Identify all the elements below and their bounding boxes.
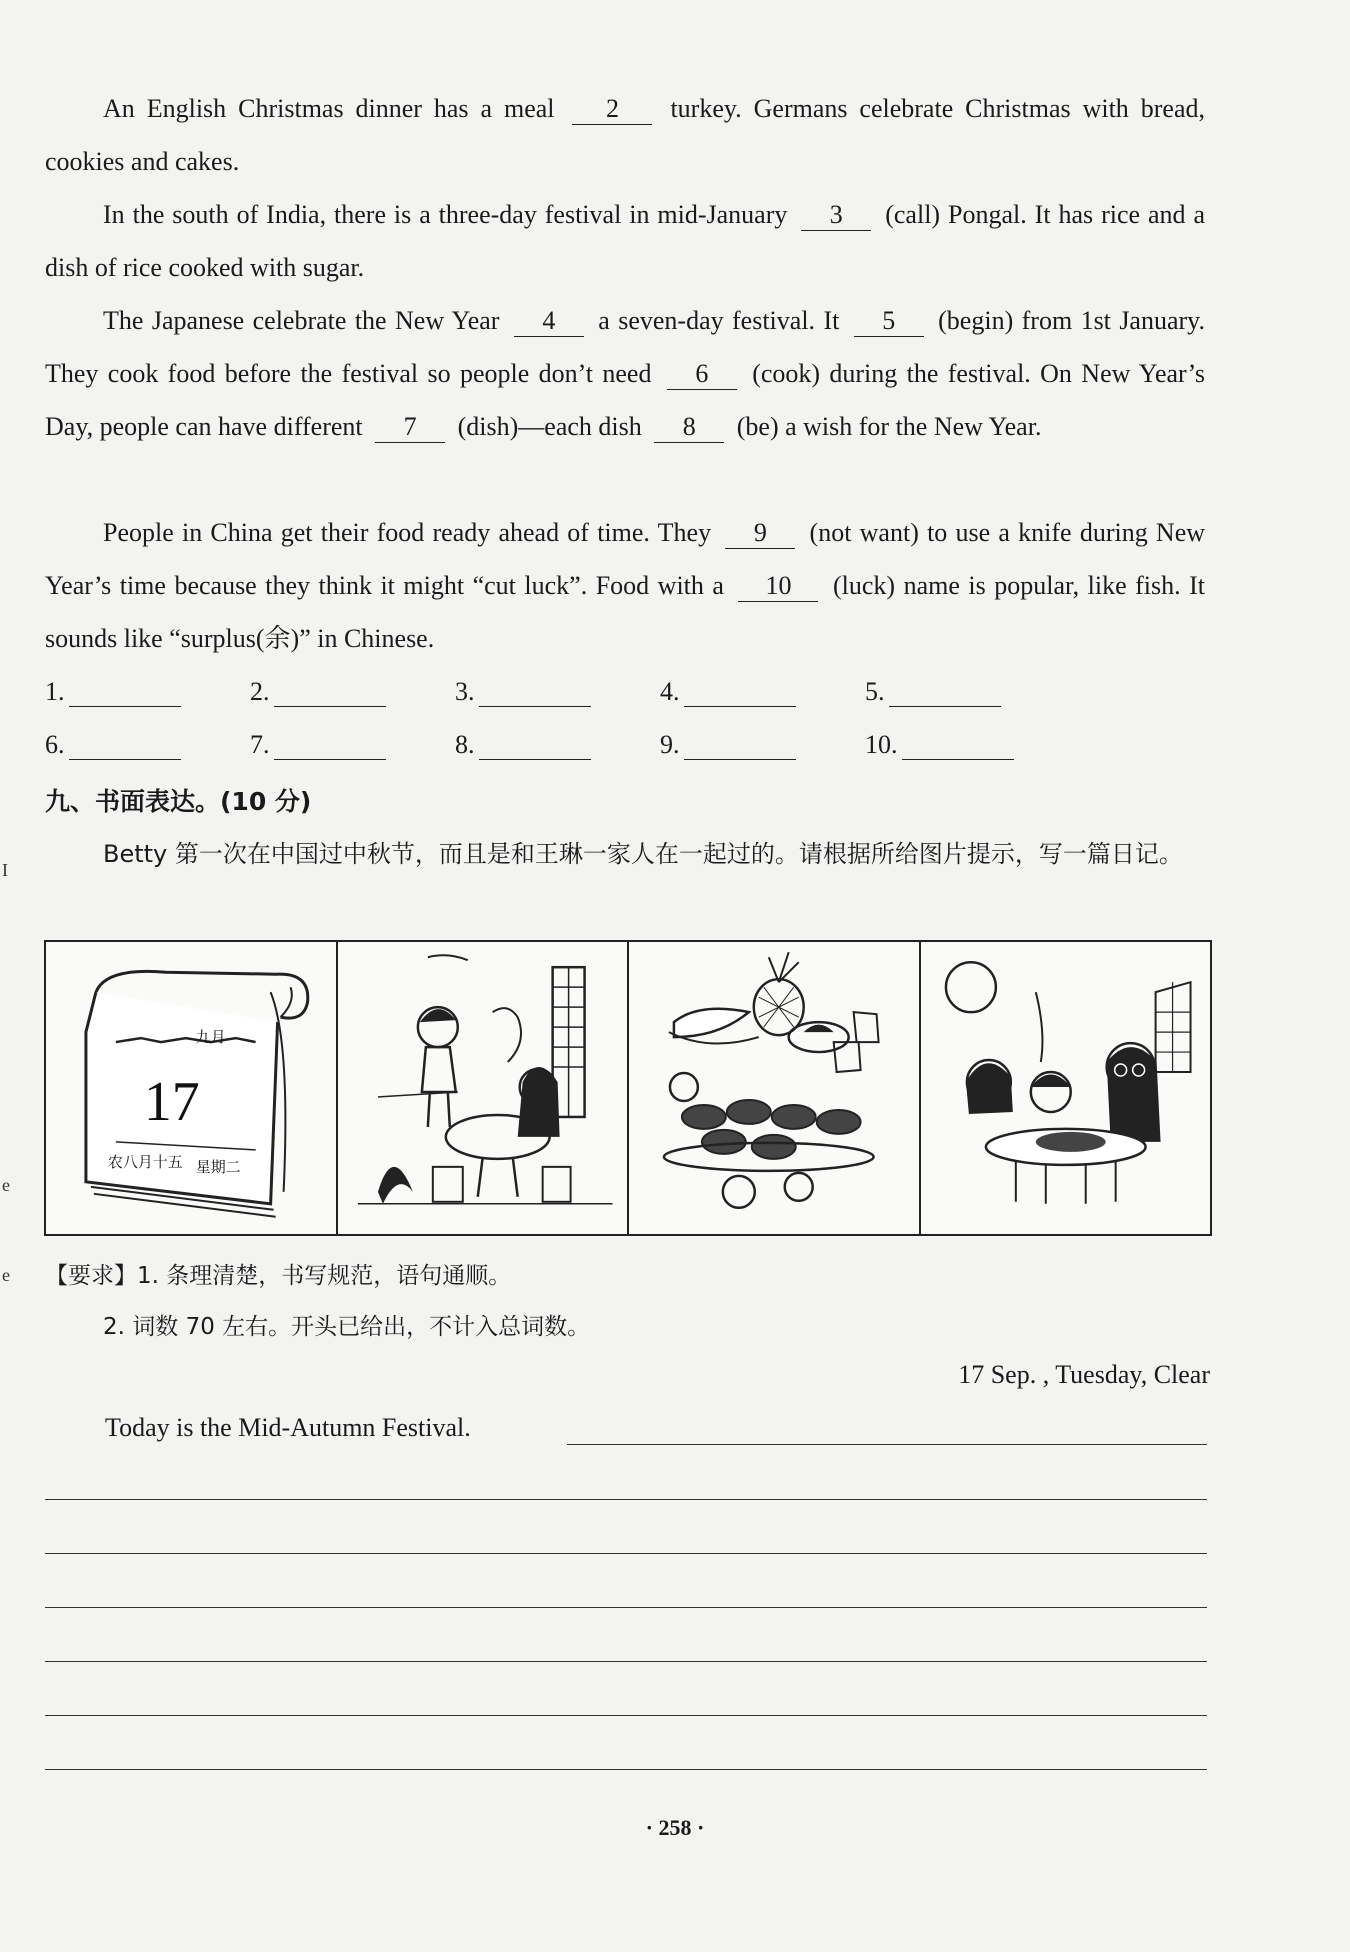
- answer-line[interactable]: [889, 678, 1001, 707]
- requirement-2: 2. 词数 70 左右。开头已给出，不计入总词数。: [103, 1314, 591, 1340]
- margin-mark: e: [2, 1175, 10, 1195]
- blank-6[interactable]: 6: [667, 359, 737, 390]
- garden-illustration: [338, 942, 628, 1234]
- answer-label: 2.: [250, 677, 270, 706]
- answer-row: [45, 677, 1045, 717]
- passage-paragraph-2: [45, 188, 1205, 294]
- writing-line[interactable]: [45, 1715, 1207, 1716]
- answer-slot[interactable]: [865, 677, 1001, 707]
- answer-line[interactable]: [902, 731, 1014, 760]
- passage-paragraph-1: [45, 82, 1205, 188]
- blank-9[interactable]: 9: [725, 518, 795, 549]
- requirement-1: 【要求】1. 条理清楚，书写规范，语句通顺。: [45, 1263, 512, 1289]
- writing-line[interactable]: [45, 1553, 1207, 1554]
- calendar-month: 九月: [195, 1028, 226, 1047]
- blank-7[interactable]: 7: [375, 412, 445, 443]
- writing-line[interactable]: [45, 1769, 1207, 1770]
- writing-line[interactable]: [45, 1607, 1207, 1608]
- answer-label: 8.: [455, 730, 475, 759]
- answer-label: 9.: [660, 730, 680, 759]
- answer-slot[interactable]: [45, 730, 181, 760]
- picture-strip: [44, 940, 1212, 1236]
- calendar-illustration: [46, 942, 336, 1234]
- answer-slot[interactable]: [455, 677, 591, 707]
- answer-line[interactable]: [69, 678, 181, 707]
- passage-text: (luck) name is popular, like fish. It sounds like “surplus(余)” in Chinese.: [45, 571, 1206, 653]
- answer-label: 5.: [865, 677, 885, 706]
- writing-line[interactable]: [45, 1661, 1207, 1662]
- passage-text: turkey. Germans celebrate Christmas with bread, cookies and cakes.: [45, 94, 1205, 176]
- passage-text: (call) Pongal. It has rice and a dish of rice cooked with sugar.: [45, 200, 1205, 282]
- diary-opening: Today is the Mid-Autumn Festival.: [105, 1413, 471, 1442]
- margin-mark: e: [2, 1265, 10, 1285]
- answer-line[interactable]: [684, 731, 796, 760]
- passage-text: (begin) from 1st January. They cook food before the festival so people don’t need: [45, 306, 1205, 388]
- prompt-text: Betty 第一次在中国过中秋节，而且是和王琳一家人在一起过的。请根据所给图片提示，写一篇日记。: [103, 840, 1183, 868]
- calendar-weekday: 星期二: [195, 1157, 241, 1176]
- passage-text: An English Christmas dinner has a meal: [103, 94, 555, 123]
- blank-3[interactable]: 3: [801, 200, 871, 231]
- blank-2[interactable]: 2: [572, 94, 652, 125]
- answer-line[interactable]: [479, 731, 591, 760]
- writing-line[interactable]: [45, 1499, 1207, 1500]
- answer-slot[interactable]: [660, 730, 796, 760]
- passage-text: (be) a wish for the New Year.: [736, 412, 1042, 441]
- blank-5[interactable]: 5: [854, 306, 924, 337]
- answer-label: 7.: [250, 730, 270, 759]
- passage-text: (cook) during the festival. On New Year’s Day, people can have different: [45, 359, 1205, 441]
- blank-8[interactable]: 8: [654, 412, 724, 443]
- food-picture: [629, 942, 921, 1234]
- diary-date: 17 Sep. , Tuesday, Clear: [958, 1360, 1210, 1389]
- passage-text: The Japanese celebrate the New Year: [103, 306, 500, 335]
- answer-label: 3.: [455, 677, 475, 706]
- answer-slot[interactable]: [865, 730, 1014, 760]
- answer-slot[interactable]: [250, 677, 386, 707]
- writing-prompt: [45, 828, 1205, 880]
- answer-line[interactable]: [69, 731, 181, 760]
- passage-paragraph-3: [45, 294, 1205, 453]
- answer-label: 10.: [865, 730, 898, 759]
- writing-line[interactable]: [567, 1444, 1207, 1445]
- answer-label: 1.: [45, 677, 65, 706]
- section-title: 九、书面表达。(10 分): [45, 787, 312, 816]
- answer-line[interactable]: [479, 678, 591, 707]
- passage-text: a seven-day festival. It: [598, 306, 840, 335]
- answer-row: [45, 730, 1045, 770]
- blank-4[interactable]: 4: [514, 306, 584, 337]
- calendar-lunar: 农八月十五: [107, 1152, 183, 1171]
- calendar-day: 17: [143, 1070, 200, 1133]
- page-number: · 258 ·: [645, 1815, 705, 1840]
- answer-line[interactable]: [274, 731, 386, 760]
- calendar-picture: [46, 942, 338, 1234]
- passage-text: (not want) to use a knife during New Year’s time because they think it might “cut luck”. Food with a: [45, 518, 1206, 600]
- answer-slot[interactable]: [250, 730, 386, 760]
- family-picture: [921, 942, 1211, 1234]
- margin-mark: I: [2, 860, 8, 880]
- answer-slot[interactable]: [455, 730, 591, 760]
- answer-slot[interactable]: [660, 677, 796, 707]
- family-illustration: [921, 942, 1211, 1234]
- answer-label: 4.: [660, 677, 680, 706]
- passage-text: People in China get their food ready ahead of time. They: [103, 518, 712, 547]
- answer-slot[interactable]: [45, 677, 181, 707]
- blank-10[interactable]: 10: [738, 571, 818, 602]
- answer-line[interactable]: [274, 678, 386, 707]
- answer-line[interactable]: [684, 678, 796, 707]
- food-illustration: [629, 942, 919, 1234]
- passage-text: In the south of India, there is a three-day festival in mid-January: [103, 200, 788, 229]
- passage-paragraph-4: [45, 506, 1205, 665]
- garden-picture: [338, 942, 630, 1234]
- passage-text: (dish)—each dish: [457, 412, 642, 441]
- answer-label: 6.: [45, 730, 65, 759]
